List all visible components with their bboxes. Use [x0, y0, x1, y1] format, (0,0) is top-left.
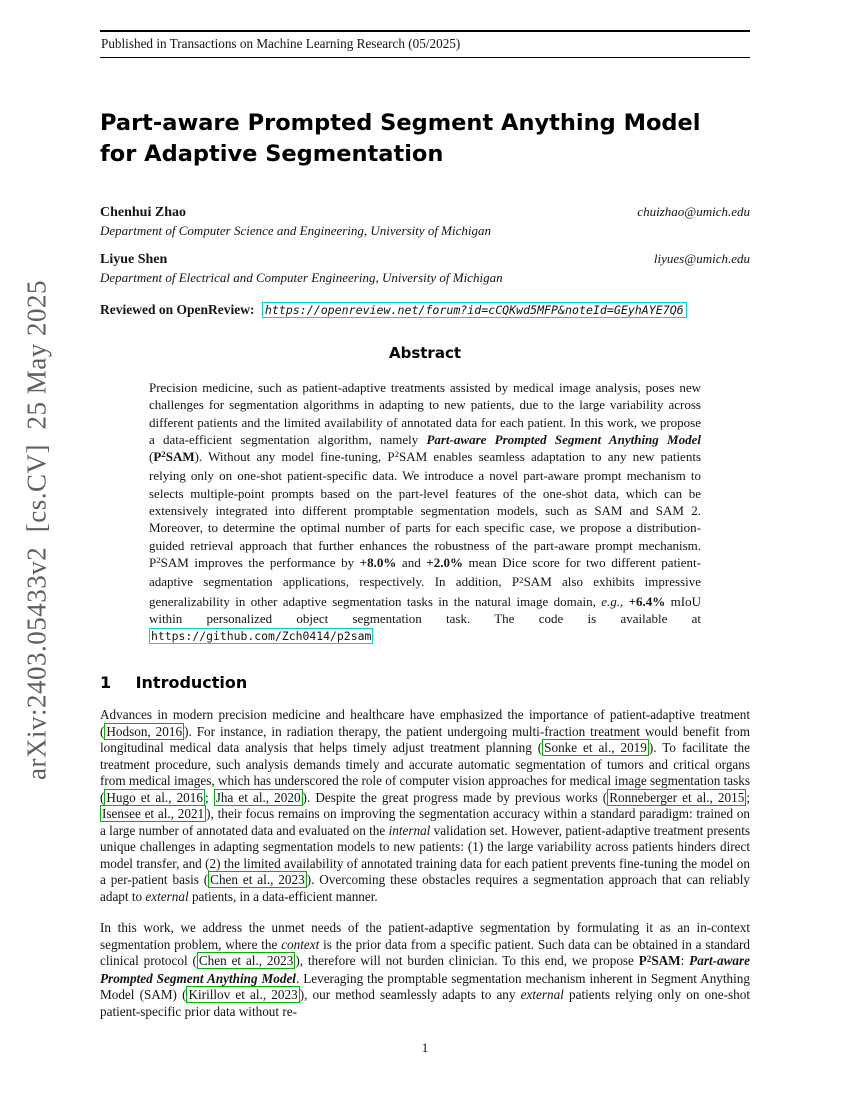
- text-span: Part-aware Prompted Segment Anything Model: [100, 953, 750, 986]
- section-title: Introduction: [135, 673, 248, 693]
- text-span: P: [638, 953, 647, 969]
- author-row: [100, 251, 750, 268]
- citation-link[interactable]: Jha et al., 2020: [215, 789, 301, 805]
- arxiv-watermark: arXiv:2403.05433v2 [cs.CV] 25 May 2025: [21, 280, 52, 780]
- text-span: SAM improves the performance by: [160, 554, 360, 570]
- author-name: Chenhui Zhao: [100, 205, 186, 220]
- citation-link[interactable]: Hugo et al., 2016: [106, 789, 203, 805]
- text-span: ), their focus remains on improving the segmentation accuracy within a standard paradigm: trained on a large number of annotated data and evaluated on the: [100, 806, 751, 838]
- text-span: external: [520, 987, 564, 1003]
- paper-title-line2: for Adaptive Segmentation: [100, 141, 444, 167]
- abstract-heading: Abstract: [388, 344, 462, 362]
- text-span: SAM also exhibits impressive generalizability in other adaptive segmentation tasks in the natural image domain,: [149, 574, 701, 609]
- text-span: mean Dice score for two different patient-adaptive segmentation applications, respectively. In addition, P: [149, 554, 701, 590]
- author-email: liyues@umich.edu: [653, 251, 750, 266]
- text-span: ). Overcoming these obstacles requires a segmentation approach that can reliably adapt to: [100, 872, 750, 904]
- author-row: [100, 204, 750, 221]
- text-span: ). Without any model fine-tuning, P: [194, 449, 395, 465]
- openreview-url-link[interactable]: https://openreview.net/forum?id=cCQKwd5MFP&noteId=GEyhAYE7Q6: [262, 302, 687, 318]
- page-number: 1: [421, 1040, 429, 1055]
- text-span: and: [396, 554, 427, 570]
- openreview-line: [100, 302, 750, 318]
- citation-link[interactable]: Chen et al., 2023: [198, 953, 294, 969]
- text-span: Precision medicine, such as patient-adaptive treatments assisted by medical image analysis, poses new challenges for segmentation algorithms in adapting to new patients, due to the large variability across different patients and the limited availability of annotated data for each patient. In this work, we propose a data-efficient segmentation algorithm, namely: [149, 380, 701, 447]
- paper-title-line1: Part-aware Prompted Segment Anything Model: [100, 110, 701, 136]
- section-number: 1: [100, 673, 112, 693]
- text-span: mIoU within personalized object segmentation task. The code is available at: [149, 593, 701, 626]
- publication-venue: Published in Transactions on Machine Learning Research (05/2025): [101, 36, 461, 51]
- text-span: patients relying only on one-shot patient-specific prior data without re-: [100, 987, 750, 1019]
- text-span: ). Despite the great progress made by previous works (: [302, 789, 608, 805]
- page-footer: [0, 1040, 850, 1056]
- author-affiliation: Department of Electrical and Computer Engineering, University of Michigan: [100, 270, 503, 285]
- text-span: e.g.: [601, 593, 620, 609]
- abstract-text: [149, 379, 701, 645]
- text-span: 2: [519, 574, 524, 585]
- text-span: . Leveraging the promptable segmentation mechanism inherent in Segment Anything Model (SAM) (: [100, 970, 750, 1003]
- author-name: Liyue Shen: [100, 252, 168, 267]
- author-block: [100, 204, 750, 239]
- text-span: +2.0%: [426, 554, 463, 570]
- text-span: +6.4%: [628, 593, 666, 609]
- text-span: ;: [204, 789, 214, 805]
- paper-title: [100, 108, 750, 170]
- author-email: chuizhao@umich.edu: [637, 204, 750, 219]
- text-span: validation set. However, patient-adaptive treatment presents unique challenges in adapting segmentation models to new patients: (1) the large variability across patients hinders direct model transfer, and (2) the limited availability of annotated training data for each patient prevents fine-tuning the model on a per-patient basis (: [100, 822, 750, 888]
- section-heading-introduction: [100, 673, 750, 692]
- text-span: (: [149, 449, 154, 465]
- intro-paragraph-2: [100, 920, 750, 1020]
- text-span: SAM: [651, 953, 681, 969]
- text-span: In this work, we address the unmet needs of the patient-adaptive segmentation by formulating it as an in-context segmentation problem, where the: [100, 920, 750, 952]
- url-link[interactable]: https://github.com/Zch0414/p2sam: [151, 629, 372, 644]
- text-span: ,: [619, 593, 629, 609]
- citation-link[interactable]: Kirillov et al., 2023: [188, 987, 298, 1003]
- text-span: ;: [746, 789, 750, 805]
- openreview-label: Reviewed on OpenReview:: [100, 302, 255, 317]
- text-span: ). For instance, in radiation therapy, the patient undergoing multi-fraction treatment would benefit from longitudinal medical data analysis that helps timely adjust treatment planning (: [100, 723, 751, 756]
- author-block: [100, 251, 750, 286]
- text-span: :: [680, 953, 690, 969]
- citation-link[interactable]: Sonke et al., 2019: [544, 740, 647, 756]
- text-span: 2: [394, 449, 400, 460]
- text-span: 2: [161, 449, 166, 460]
- text-span: Part-aware Prompted Segment Anything Model: [426, 431, 701, 447]
- text-span: SAM: [165, 449, 195, 465]
- text-span: ), therefore will not burden clinician. To this end, we propose: [295, 953, 639, 969]
- citation-link[interactable]: Hodson, 2016: [106, 723, 183, 739]
- text-span: SAM enables seamless adaptation to any new patients relying only on one-shot patient-specific data. We introduce a novel part-aware prompt mechanism to selects multiple-point prompts based on the part-level features of the one-shot data, which can be extensively integrated into different promptable segmentation models, such as SAM and SAM 2. Moreover, to determine the optimal number of parts for each specific case, we propose a distribution-guided retrieval approach that further enhances the robustness of the part-aware prompt mechanism. P: [149, 449, 701, 570]
- citation-link[interactable]: Isensee et al., 2021: [102, 806, 205, 822]
- text-span: patients, in a data-efficient manner.: [188, 888, 378, 904]
- text-span: internal: [388, 822, 431, 838]
- header-rule-bottom: [100, 57, 750, 58]
- text-span: P: [153, 449, 162, 465]
- text-span: 2: [156, 555, 161, 566]
- text-span: external: [145, 888, 189, 904]
- text-span: context: [281, 936, 320, 952]
- text-span: is the prior data from a specific patient. Such data can be obtained in a standard clinical protocol (: [100, 936, 750, 969]
- author-affiliation: Department of Computer Science and Engineering, University of Michigan: [100, 223, 492, 238]
- text-span: ). To facilitate the treatment procedure, such analysis demands timely and accurate automatic segmentation of tumors and critical organs from medical images, which has underscored the role of computer vision approaches for medical image segmentation tasks (: [100, 740, 751, 805]
- intro-paragraph-1: [100, 707, 750, 905]
- citation-link[interactable]: Chen et al., 2023: [210, 872, 305, 888]
- text-span: 2: [646, 953, 652, 964]
- author-list: [100, 204, 750, 286]
- publication-header: [100, 30, 750, 58]
- text-span: ), our method seamlessly adapts to any: [299, 987, 521, 1003]
- citation-link[interactable]: Ronneberger et al., 2015: [609, 789, 745, 805]
- text-span: Advances in modern precision medicine and healthcare have emphasized the importance of patient-adaptive treatment (: [100, 707, 750, 739]
- text-span: +8.0%: [359, 554, 397, 570]
- page-content: [100, 0, 750, 1020]
